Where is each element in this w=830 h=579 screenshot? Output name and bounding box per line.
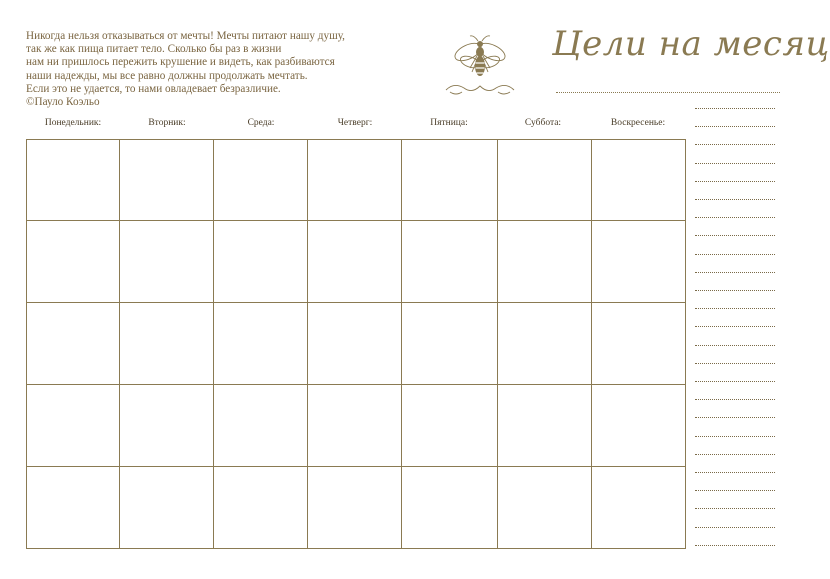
note-line[interactable] xyxy=(695,235,775,236)
note-line[interactable] xyxy=(695,254,775,255)
calendar-cell[interactable] xyxy=(401,384,498,467)
calendar-cell[interactable] xyxy=(591,302,686,385)
calendar-cell[interactable] xyxy=(119,220,214,303)
calendar-cell[interactable] xyxy=(213,384,308,467)
note-line[interactable] xyxy=(695,345,775,346)
calendar-cell[interactable] xyxy=(213,466,308,549)
calendar-cell[interactable] xyxy=(26,384,120,467)
quote-author: ©Пауло Коэльо xyxy=(26,96,100,109)
note-line[interactable] xyxy=(695,108,775,109)
epigraph-quote xyxy=(26,30,406,109)
quote-line: нам ни пришлось пережить крушение и видеть, как разбиваются xyxy=(26,56,335,69)
note-line[interactable] xyxy=(695,272,775,273)
calendar-cell[interactable] xyxy=(307,302,402,385)
day-label-wednesday: Среда: xyxy=(247,118,275,128)
note-line[interactable] xyxy=(695,417,775,418)
calendar-cell[interactable] xyxy=(401,220,498,303)
note-line[interactable] xyxy=(695,436,775,437)
note-line[interactable] xyxy=(695,144,775,145)
note-line[interactable] xyxy=(695,472,775,473)
weekday-header xyxy=(0,118,800,132)
calendar-cell[interactable] xyxy=(119,302,214,385)
calendar-cell[interactable] xyxy=(26,220,120,303)
quote-line: так же как пища питает тело. Сколько бы раз в жизни xyxy=(26,43,282,56)
note-line[interactable] xyxy=(695,163,775,164)
note-line[interactable] xyxy=(695,326,775,327)
day-label-tuesday: Вторник: xyxy=(148,118,186,128)
quote-line: Если это не удается, то нами овладевает безразличие. xyxy=(26,82,281,95)
day-label-friday: Пятница: xyxy=(430,118,468,128)
calendar-cell[interactable] xyxy=(307,466,402,549)
calendar-cell[interactable] xyxy=(307,220,402,303)
calendar-cell[interactable] xyxy=(497,139,592,221)
calendar-cell[interactable] xyxy=(307,139,402,221)
day-label-monday: Понедельник: xyxy=(44,118,102,128)
note-line[interactable] xyxy=(695,308,775,309)
calendar-cell[interactable] xyxy=(213,139,308,221)
note-line[interactable] xyxy=(695,199,775,200)
note-line[interactable] xyxy=(695,217,775,218)
calendar-cell[interactable] xyxy=(591,384,686,467)
note-line[interactable] xyxy=(695,454,775,455)
calendar-cell[interactable] xyxy=(401,466,498,549)
note-line[interactable] xyxy=(695,527,775,528)
note-line[interactable] xyxy=(695,126,775,127)
calendar-cell[interactable] xyxy=(401,139,498,221)
calendar-cell[interactable] xyxy=(119,384,214,467)
calendar-cell[interactable] xyxy=(497,302,592,385)
day-label-sunday: Воскресенье: xyxy=(610,118,666,128)
calendar-cell[interactable] xyxy=(497,220,592,303)
calendar-cell[interactable] xyxy=(497,384,592,467)
note-line[interactable] xyxy=(695,399,775,400)
calendar-cell[interactable] xyxy=(497,466,592,549)
title-dotted-line xyxy=(556,92,780,93)
calendar-cell[interactable] xyxy=(307,384,402,467)
calendar-cell[interactable] xyxy=(591,466,686,549)
page-title: Цели на месяц xyxy=(552,24,830,64)
calendar-cell[interactable] xyxy=(26,466,120,549)
day-label-thursday: Четверг: xyxy=(337,118,373,128)
calendar-cell[interactable] xyxy=(213,302,308,385)
calendar-cell[interactable] xyxy=(401,302,498,385)
note-line[interactable] xyxy=(695,181,775,182)
note-line[interactable] xyxy=(695,381,775,382)
bee-ornament-icon xyxy=(440,32,520,102)
calendar-cell[interactable] xyxy=(119,466,214,549)
calendar-cell[interactable] xyxy=(591,220,686,303)
calendar-cell[interactable] xyxy=(591,139,686,221)
note-line[interactable] xyxy=(695,363,775,364)
quote-line: Никогда нельзя отказываться от мечты! Мечты питают нашу душу, xyxy=(26,30,345,42)
calendar-cell[interactable] xyxy=(26,302,120,385)
calendar-cell[interactable] xyxy=(26,139,120,221)
quote-line: наши надежды, мы все равно должны продолжать мечтать. xyxy=(26,69,308,82)
note-line[interactable] xyxy=(695,545,775,546)
note-line[interactable] xyxy=(695,508,775,509)
day-label-saturday: Суббота: xyxy=(524,118,562,128)
note-line[interactable] xyxy=(695,490,775,491)
calendar-cell[interactable] xyxy=(119,139,214,221)
calendar-cell[interactable] xyxy=(213,220,308,303)
note-line[interactable] xyxy=(695,290,775,291)
